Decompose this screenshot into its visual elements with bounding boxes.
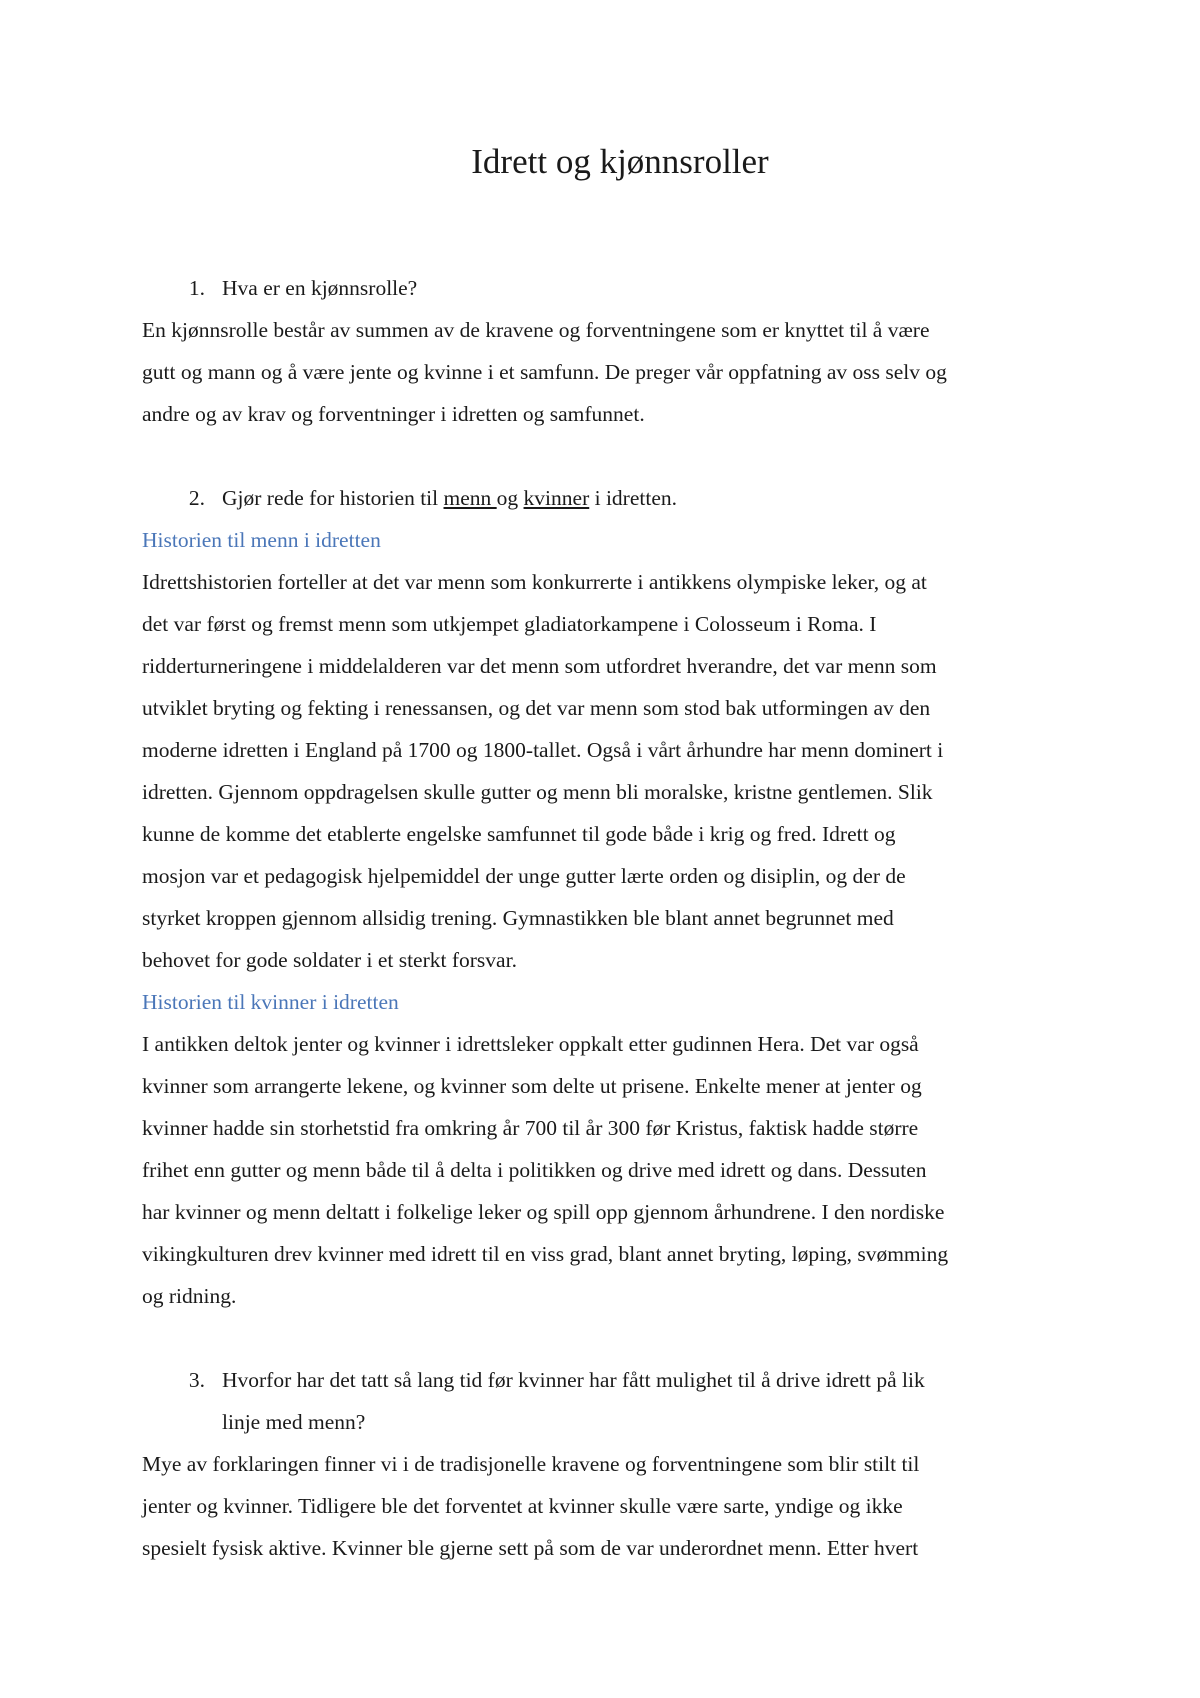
heading-women-history: Historien til kvinner i idretten xyxy=(142,990,399,1014)
text-line: idretten. Gjennom oppdragelsen skulle gutter og menn bli moralske, kristne gentlemen. Slik xyxy=(142,780,933,804)
question-line: Hvorfor har det tatt så lang tid før kvinner har fått mulighet til å drive idrett på lik xyxy=(222,1368,925,1392)
question-number: 2. xyxy=(188,486,205,510)
question-number: 1. xyxy=(188,276,205,300)
text-line: andre og av krav og forventninger i idretten og samfunnet. xyxy=(142,402,645,426)
text-line: behovet for gode soldater i et sterkt forsvar. xyxy=(142,948,517,972)
question-number: 3. xyxy=(188,1368,205,1392)
question-text xyxy=(222,1359,1072,1443)
text-line: spesielt fysisk aktive. Kvinner ble gjerne sett på som de var underordnet menn. Etter hvert xyxy=(142,1536,919,1560)
document-body xyxy=(142,267,1072,1569)
link-kvinner[interactable]: kvinner xyxy=(523,486,590,510)
heading-men-history: Historien til menn i idretten xyxy=(142,528,381,552)
text-line: Mye av forklaringen finner vi i de tradisjonelle kravene og forventningene som blir stilt til xyxy=(142,1452,920,1476)
text-line: jenter og kvinner. Tidligere ble det forventet at kvinner skulle være sarte, yndige og ikke xyxy=(142,1494,903,1518)
question-text: Hva er en kjønnsrolle? xyxy=(222,276,418,300)
women-history-text xyxy=(142,1023,1072,1317)
question-text xyxy=(222,477,1072,519)
answer-1 xyxy=(142,309,1072,435)
text-line: I antikken deltok jenter og kvinner i idrettsleker oppkalt etter gudinnen Hera. Det var også xyxy=(142,1032,919,1056)
text-line: kvinner hadde sin storhetstid fra omkring år 700 til år 300 før Kristus, faktisk hadde større xyxy=(142,1116,919,1140)
men-history-text xyxy=(142,561,1072,981)
text-line: har kvinner og menn deltatt i folkelige leker og spill opp gjennom århundrene. I den nordiske xyxy=(142,1200,945,1224)
question-3 xyxy=(142,1359,1072,1443)
text-line: frihet enn gutter og menn både til å delta i politikken og drive med idrett og dans. Dessuten xyxy=(142,1158,927,1182)
text-line: og ridning. xyxy=(142,1284,237,1308)
text-line: ridderturneringene i middelalderen var det menn som utfordret hverandre, det var menn som xyxy=(142,654,937,678)
text-line: mosjon var et pedagogisk hjelpemiddel der unge gutter lærte orden og disiplin, og der de xyxy=(142,864,906,888)
question-2 xyxy=(142,477,1072,519)
text-line: det var først og fremst menn som utkjempet gladiatorkampene i Colosseum i Roma. I xyxy=(142,612,877,636)
question-text-part: Gjør rede for historien til xyxy=(222,486,444,510)
text-line: vikingkulturen drev kvinner med idrett til en viss grad, blant annet bryting, løping, svømming xyxy=(142,1242,949,1266)
text-line: styrket kroppen gjennom allsidig trening. Gymnastikken ble blant annet begrunnet med xyxy=(142,906,894,930)
text-line: En kjønnsrolle består av summen av de kravene og forventningene som er knyttet til å være xyxy=(142,318,930,342)
text-line: moderne idretten i England på 1700 og 1800-tallet. Også i vårt århundre har menn dominert i xyxy=(142,738,944,762)
text-line: gutt og mann og å være jente og kvinne i et samfunn. De preger vår oppfatning av oss selv og xyxy=(142,360,947,384)
question-text-part: i idretten. xyxy=(589,486,677,510)
question-line: linje med menn? xyxy=(222,1410,366,1434)
question-1 xyxy=(142,267,1072,309)
page-title: Idrett og kjønnsroller xyxy=(471,142,769,181)
text-line: Idrettshistorien forteller at det var menn som konkurrerte i antikkens olympiske leker, og at xyxy=(142,570,927,594)
text-line: kunne de komme det etablerte engelske samfunnet til gode både i krig og fred. Idrett og xyxy=(142,822,896,846)
question-text-part: og xyxy=(496,486,524,510)
answer-3 xyxy=(142,1443,1072,1569)
text-line: kvinner som arrangerte lekene, og kvinner som delte ut prisene. Enkelte mener at jenter og xyxy=(142,1074,922,1098)
text-line: utviklet bryting og fekting i renessansen, og det var menn som stod bak utformingen av den xyxy=(142,696,931,720)
link-menn[interactable]: menn xyxy=(443,486,497,510)
